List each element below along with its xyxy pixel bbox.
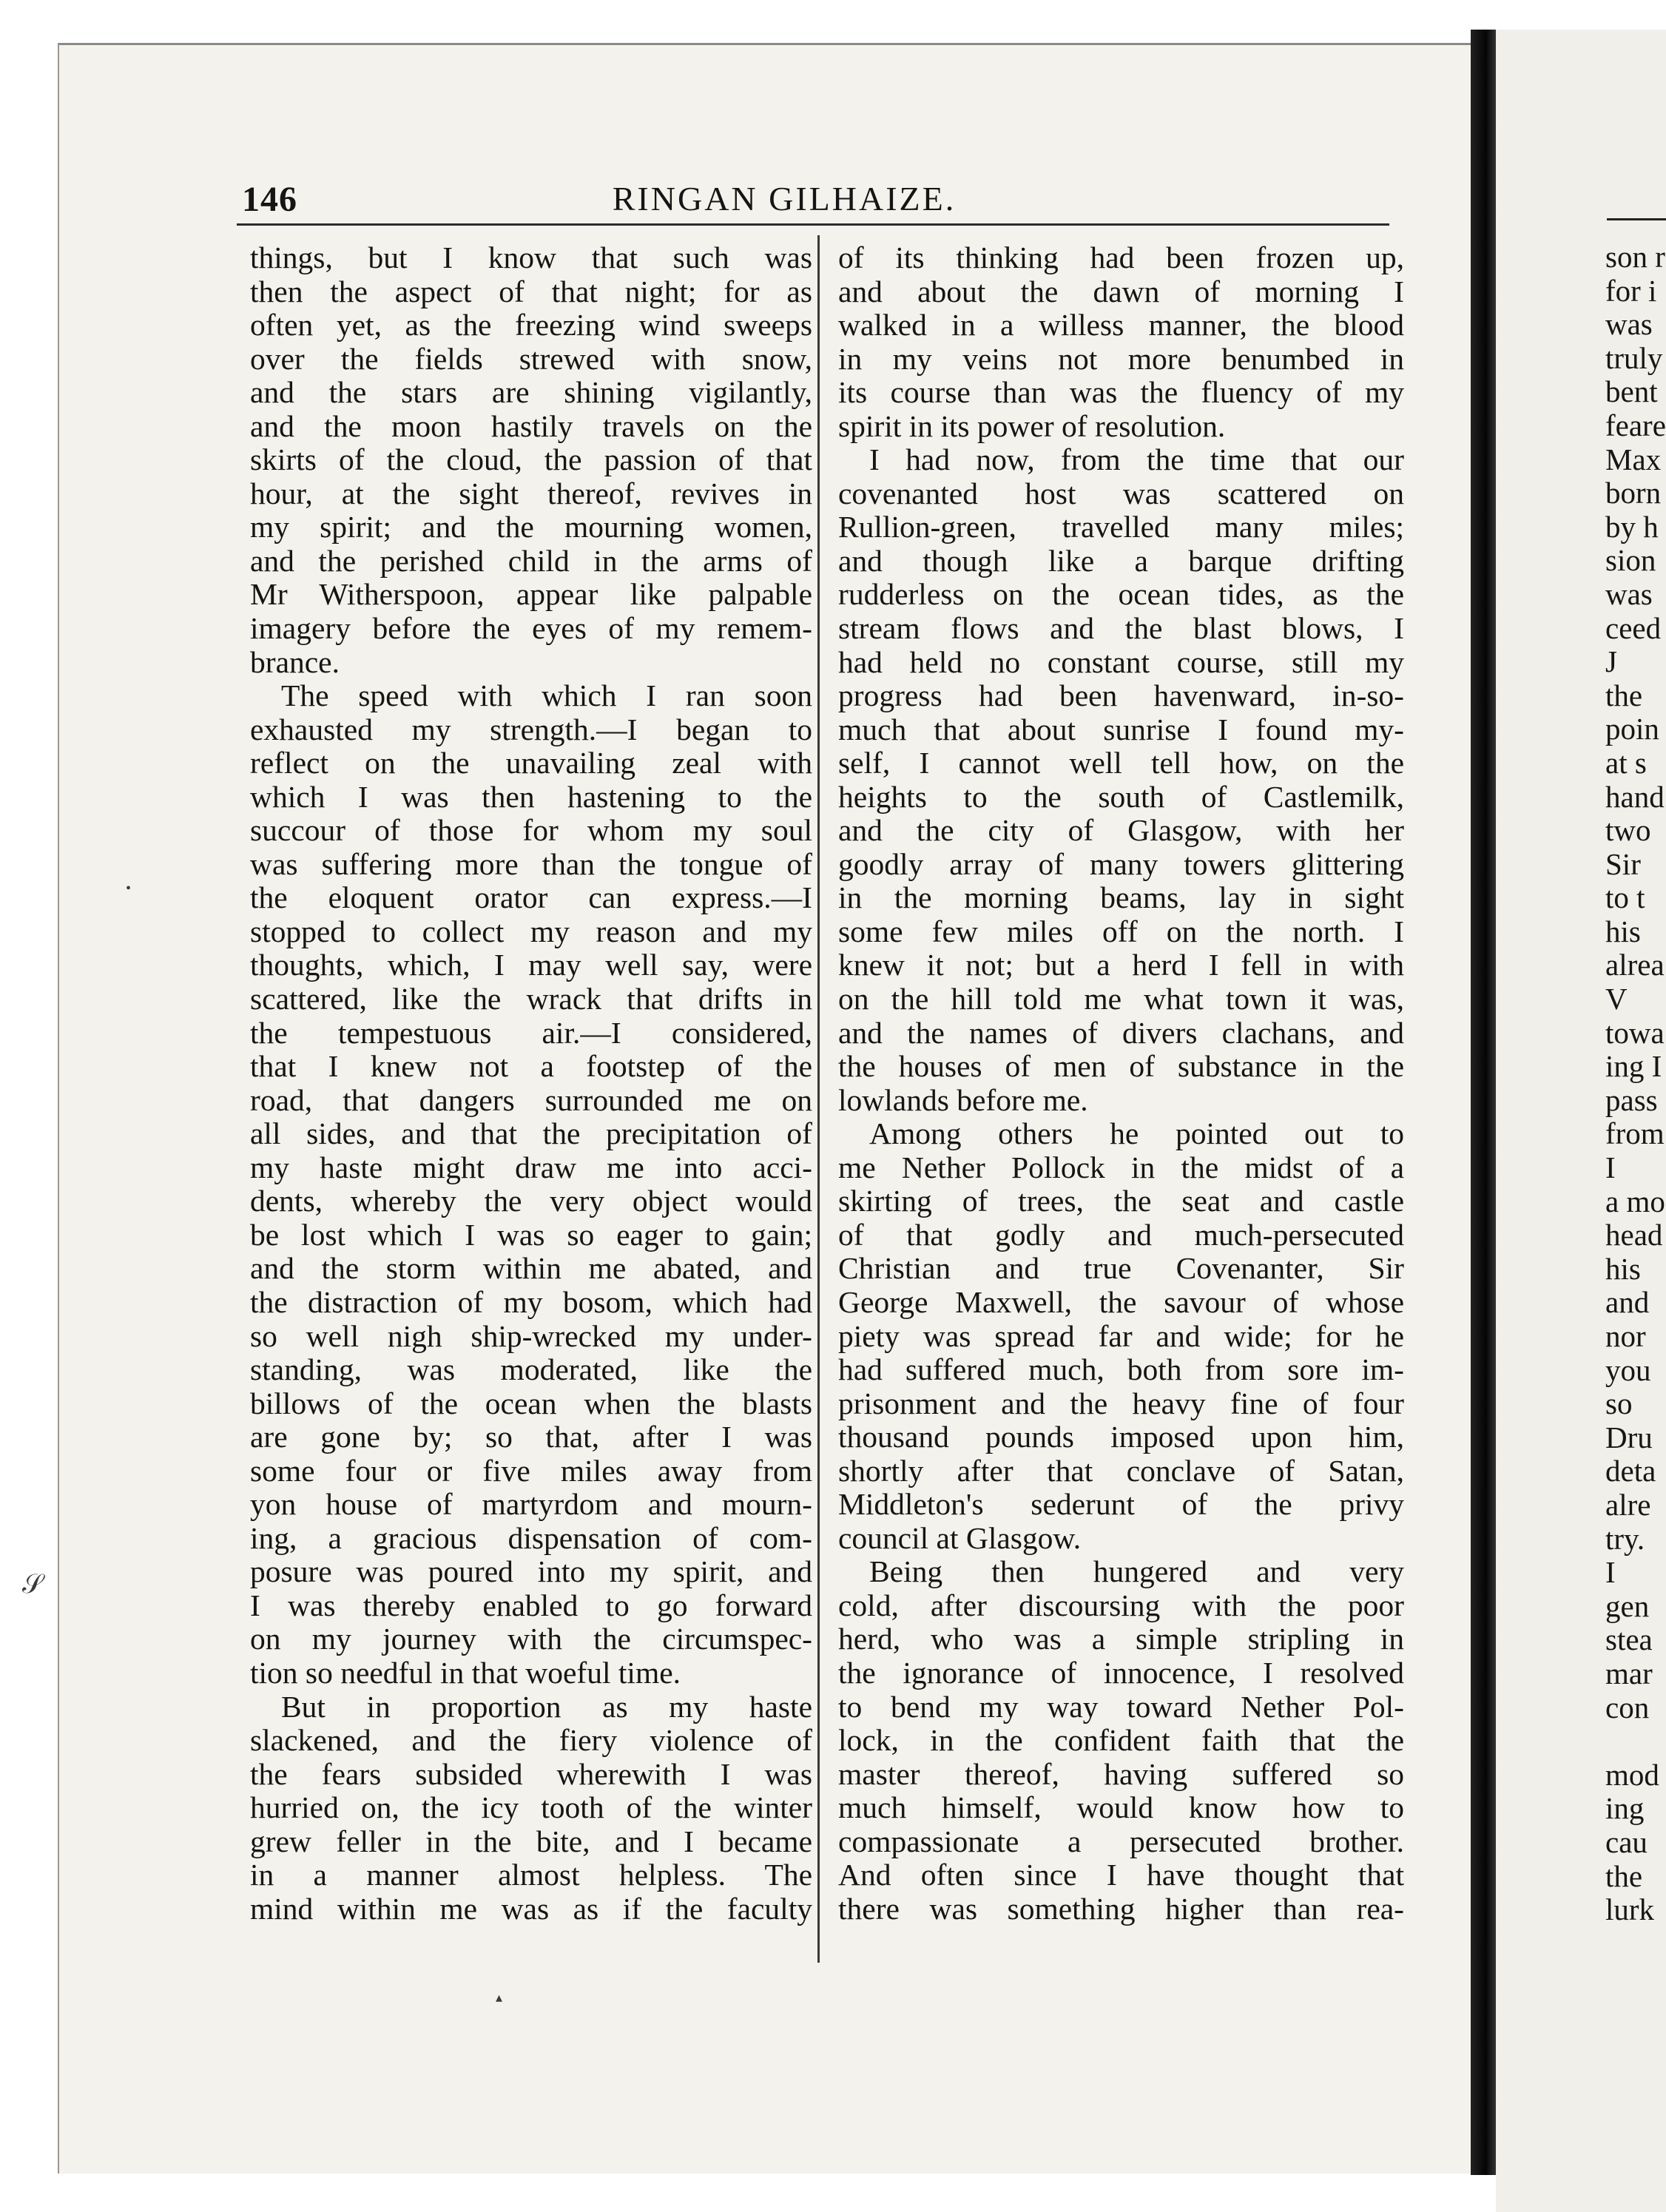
text-line: Among others he pointed out to — [869, 1117, 1404, 1151]
facing-page-fragment: his — [1605, 914, 1641, 948]
text-line: herd, who was a simple stripling in — [838, 1622, 1404, 1656]
ink-blot-mark: 𝒮 — [22, 1569, 43, 1599]
text-line: cold, after discoursing with the poor — [838, 1588, 1404, 1622]
facing-page-fragment: at s — [1605, 745, 1647, 780]
facing-page-fragment: truly — [1605, 340, 1663, 375]
facing-page-fragment: so — [1605, 1386, 1633, 1421]
text-line: George Maxwell, the savour of whose — [838, 1285, 1404, 1319]
text-line: the fears subsided wherewith I was — [250, 1757, 812, 1791]
text-line: scattered, like the wrack that drifts in — [250, 982, 812, 1016]
facing-page-head-rule — [1607, 218, 1666, 220]
text-line: my spirit; and the mourning women, — [250, 510, 812, 544]
facing-page-fragment: head — [1605, 1218, 1663, 1252]
text-line: in my veins not more benumbed in — [838, 342, 1404, 376]
facing-page-fragment: son r — [1605, 240, 1665, 274]
text-line: knew it not; but a herd I fell in with — [838, 948, 1404, 982]
facing-page-fragment: from — [1605, 1116, 1665, 1151]
text-line: master thereof, having suffered so — [838, 1757, 1404, 1791]
facing-page-fragment: you — [1605, 1352, 1651, 1387]
text-line: exhausted my strength.—I began to — [250, 712, 812, 746]
text-line: there was something higher than rea- — [838, 1892, 1404, 1926]
text-line: But in proportion as my haste — [281, 1690, 812, 1724]
facing-page-fragment: ceed — [1605, 610, 1662, 645]
facing-page-fragment: feare — [1605, 408, 1666, 442]
facing-page-fragment: cau — [1605, 1824, 1648, 1859]
text-line: Christian and true Covenanter, Sir — [838, 1252, 1404, 1286]
facing-page-fragment: V — [1605, 982, 1628, 1016]
header-rule — [237, 223, 1389, 226]
text-line: on my journey with the circumspec- — [250, 1622, 812, 1656]
facing-page-fragment: for i — [1605, 273, 1657, 308]
facing-page-text — [1605, 240, 1666, 1927]
text-line: brance. — [250, 645, 340, 679]
facing-page-fragment: poin — [1605, 712, 1659, 746]
text-line: are gone by; so that, after I was — [250, 1420, 812, 1454]
book-gutter-shadow — [1471, 30, 1496, 2175]
text-line: yon house of martyrdom and mourn- — [250, 1488, 812, 1522]
facing-page-fragment: the — [1605, 1858, 1643, 1893]
facing-page-edge — [1496, 30, 1666, 2212]
column-divider-rule — [817, 235, 820, 1963]
text-line: hour, at the sight thereof, revives in — [250, 476, 812, 510]
text-line: And often since I have thought that — [838, 1858, 1404, 1892]
text-line: had held no constant course, still my — [838, 645, 1404, 679]
text-line: much himself, would know how to — [838, 1791, 1404, 1825]
text-line: Middleton's sederunt of the privy — [838, 1488, 1404, 1522]
text-line: lock, in the confident faith that the — [838, 1724, 1404, 1758]
facing-page-fragment: two — [1605, 813, 1651, 848]
text-line: stopped to collect my reason and my — [250, 914, 812, 948]
text-line: thousand pounds imposed upon him, — [838, 1420, 1404, 1454]
facing-page-fragment: try. — [1605, 1521, 1645, 1556]
text-line: ing, a gracious dispensation of com- — [250, 1521, 812, 1555]
text-line: often yet, as the freezing wind sweeps — [250, 308, 812, 343]
text-line: self, I cannot well tell how, on the — [838, 746, 1404, 780]
text-line: much that about sunrise I found my- — [838, 712, 1404, 746]
text-line: I had now, from the time that our — [869, 443, 1404, 477]
text-line: the distraction of my bosom, which had — [250, 1285, 812, 1319]
text-line: Mr Witherspoon, appear like palpable — [250, 578, 812, 612]
text-line: its course than was the fluency of my — [838, 376, 1404, 410]
text-line: skirting of trees, the seat and castle — [838, 1184, 1404, 1218]
text-line: and the city of Glasgow, with her — [838, 814, 1404, 848]
facing-page-fragment: alre — [1605, 1487, 1651, 1522]
text-line: dents, whereby the very object would — [250, 1184, 812, 1218]
facing-page-fragment: ing I — [1605, 1049, 1662, 1084]
text-line: walked in a willess manner, the blood — [838, 308, 1404, 343]
facing-page-fragment — [1605, 1724, 1666, 1759]
facing-page-fragment: mod — [1605, 1757, 1659, 1792]
text-line: in a manner almost helpless. The — [250, 1858, 812, 1892]
facing-page-fragment: I — [1605, 1555, 1616, 1590]
text-line: in the morning beams, lay in sight — [838, 881, 1404, 915]
text-line: prisonment and the heavy fine of four — [838, 1386, 1404, 1420]
facing-page-fragment: towa — [1605, 1015, 1665, 1050]
text-line: spirit in its power of resolution. — [838, 409, 1226, 443]
text-line: on the hill told me what town it was, — [838, 982, 1404, 1016]
text-line: progress had been havenward, in-so- — [838, 679, 1404, 713]
facing-page-fragment: his — [1605, 1251, 1641, 1286]
text-line: heights to the south of Castlemilk, — [838, 780, 1404, 814]
text-line: grew feller in the bite, and I became — [250, 1824, 812, 1858]
text-line: stream flows and the blast blows, I — [838, 612, 1404, 646]
text-line: was suffering more than the tongue of — [250, 847, 812, 881]
facing-page-fragment: con — [1605, 1690, 1650, 1724]
facing-page-fragment: deta — [1605, 1454, 1656, 1488]
facing-page-fragment: mar — [1605, 1656, 1653, 1690]
text-line: so well nigh ship-wrecked my under- — [250, 1319, 812, 1353]
text-line: my haste might draw me into acci- — [250, 1150, 812, 1184]
facing-page-fragment: by h — [1605, 509, 1659, 544]
facing-page-fragment: ing — [1605, 1791, 1645, 1826]
facing-page-fragment: was — [1605, 576, 1653, 611]
facing-page-fragment: Dru — [1605, 1420, 1653, 1454]
text-line: succour of those for whom my soul — [250, 814, 812, 848]
text-line: road, that dangers surrounded me on — [250, 1083, 812, 1117]
text-line: be lost which I was so eager to gain; — [250, 1218, 812, 1252]
facing-page-fragment: a mo — [1605, 1184, 1665, 1218]
text-line: lowlands before me. — [838, 1083, 1088, 1117]
facing-page-fragment: to t — [1605, 880, 1645, 915]
text-line: goodly array of many towers glittering — [838, 847, 1404, 881]
text-line: posure was poured into my spirit, and — [250, 1555, 812, 1589]
text-line: Being then hungered and very — [869, 1555, 1404, 1589]
text-line: and the perished child in the arms of — [250, 544, 812, 578]
text-line: that I knew not a footstep of the — [250, 1050, 812, 1084]
facing-page-fragment: stea — [1605, 1622, 1653, 1657]
text-line: skirts of the cloud, the passion of that — [250, 443, 812, 477]
text-line: of its thinking had been frozen up, — [838, 241, 1404, 274]
text-line: rudderless on the ocean tides, as the — [838, 578, 1404, 612]
text-line: imagery before the eyes of my remem- — [250, 612, 812, 646]
facing-page-fragment: Max — [1605, 442, 1662, 476]
ink-speck: • — [126, 880, 132, 897]
facing-page-fragment: hand — [1605, 779, 1665, 814]
text-line: and the names of divers clachans, and — [838, 1016, 1404, 1050]
text-line: shortly after that conclave of Satan, — [838, 1454, 1404, 1488]
facing-page-fragment: lurk — [1605, 1892, 1655, 1927]
text-line: over the fields strewed with snow, — [250, 342, 812, 376]
text-line: standing, was moderated, like the — [250, 1353, 812, 1387]
facing-page-fragment: J — [1605, 644, 1617, 679]
text-line: and the storm within me abated, and — [250, 1252, 812, 1286]
text-line: piety was spread far and wide; for he — [838, 1319, 1404, 1353]
text-line: I was thereby enabled to go forward — [250, 1588, 812, 1622]
text-line: and about the dawn of morning I — [838, 274, 1404, 308]
text-line: Rullion-green, travelled many miles; — [838, 510, 1404, 544]
page-number: 146 — [242, 180, 297, 219]
facing-page-fragment: was — [1605, 307, 1653, 342]
text-line: compassionate a persecuted brother. — [838, 1824, 1404, 1858]
facing-page-fragment: gen — [1605, 1588, 1650, 1623]
facing-page-fragment: pass — [1605, 1082, 1658, 1117]
text-line: the houses of men of substance in the — [838, 1050, 1404, 1084]
facing-page-fragment: born — [1605, 476, 1662, 510]
facing-page-fragment: nor — [1605, 1319, 1646, 1353]
text-line: reflect on the unavailing zeal with — [250, 746, 812, 780]
text-line: some four or five miles away from — [250, 1454, 812, 1488]
facing-page-fragment: bent — [1605, 374, 1658, 409]
text-line: of that godly and much-persecuted — [838, 1218, 1404, 1252]
left-text-column — [250, 241, 812, 1926]
text-line: council at Glasgow. — [838, 1521, 1082, 1555]
text-line: tion so needful in that woeful time. — [250, 1656, 681, 1690]
scan-margin — [0, 0, 1666, 43]
facing-page-fragment: the — [1605, 678, 1643, 712]
text-line: thoughts, which, I may well say, were — [250, 948, 812, 982]
text-line: and the moon hastily travels on the — [250, 409, 812, 443]
facing-page-fragment: and — [1605, 1285, 1650, 1320]
ink-speck: ▴ — [496, 1990, 503, 2005]
text-line: hurried on, the icy tooth of the winter — [250, 1791, 812, 1825]
text-line: to bend my way toward Nether Pol- — [838, 1690, 1404, 1724]
text-line: which I was then hastening to the — [250, 780, 812, 814]
text-line: billows of the ocean when the blasts — [250, 1386, 812, 1420]
text-line: had suffered much, both from sore im- — [838, 1353, 1404, 1387]
text-line: the tempestuous air.—I considered, — [250, 1016, 812, 1050]
right-text-column — [838, 241, 1404, 1926]
text-line: slackened, and the fiery violence of — [250, 1724, 812, 1758]
text-line: the ignorance of innocence, I resolved — [838, 1656, 1404, 1690]
facing-page-fragment: I — [1605, 1150, 1616, 1185]
facing-page-fragment: sion — [1605, 543, 1656, 578]
text-line: mind within me was as if the faculty — [250, 1892, 812, 1926]
running-title: RINGAN GILHAIZE. — [612, 180, 957, 218]
text-line: The speed with which I ran soon — [281, 679, 812, 713]
text-line: things, but I know that such was — [250, 241, 812, 274]
text-line: some few miles off on the north. I — [838, 914, 1404, 948]
facing-page-fragment: Sir — [1605, 846, 1641, 881]
text-line: me Nether Pollock in the midst of a — [838, 1150, 1404, 1184]
facing-page-fragment: alrea — [1605, 948, 1665, 982]
text-line: then the aspect of that night; for as — [250, 274, 812, 308]
text-line: all sides, and that the precipitation of — [250, 1117, 812, 1151]
text-line: the eloquent orator can express.—I — [250, 881, 812, 915]
running-head — [185, 179, 1383, 223]
text-line: covenanted host was scattered on — [838, 476, 1404, 510]
text-line: and the stars are shining vigilantly, — [250, 376, 812, 410]
text-line: and though like a barque drifting — [838, 544, 1404, 578]
